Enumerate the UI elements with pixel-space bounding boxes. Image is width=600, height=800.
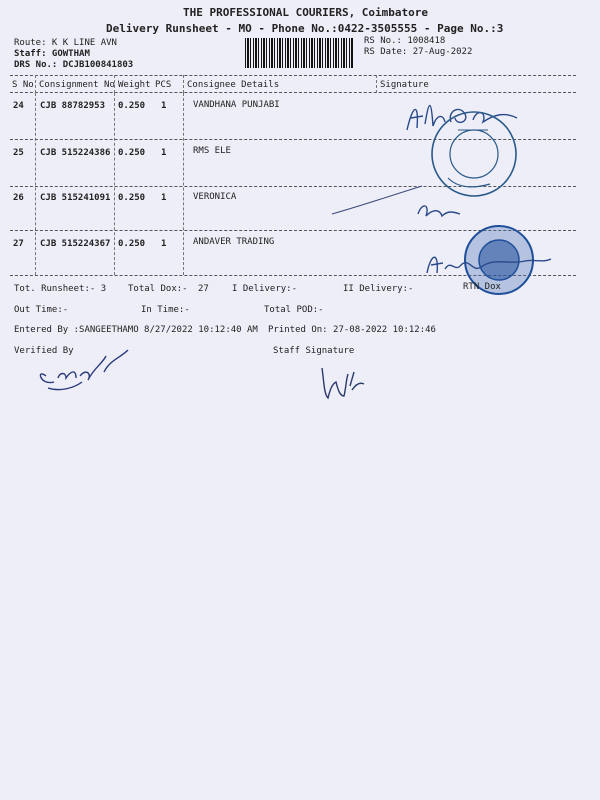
route-label: Route: K K LINE AVN: [14, 38, 117, 48]
staff-signature-label: Staff Signature: [273, 346, 355, 356]
col-header-signature: Signature: [380, 80, 429, 90]
drs-number: DRS No.: DCJB100841803: [14, 60, 134, 70]
staff-signature: [318, 362, 378, 406]
delivery-signature-27: [425, 243, 555, 287]
row-consignee: ANDAVER TRADING: [193, 237, 275, 247]
row-consignment: CJB 88782953: [40, 101, 106, 111]
row-consignee: VANDHANA PUNJABI: [193, 100, 280, 110]
row-weight: 0.250: [118, 193, 146, 203]
total-pod: Total POD:-: [264, 305, 324, 315]
i-delivery: I Delivery:-: [232, 284, 298, 294]
row-weight: 0.250: [118, 239, 146, 249]
ii-delivery: II Delivery:-: [343, 284, 414, 294]
col-header-pcs: PCS: [155, 80, 172, 90]
printed-on: Printed On: 27-08-2022 10:12:46: [268, 325, 436, 335]
runsheet-subtitle: Delivery Runsheet - MO - Phone No.:0422-3505555 - Page No.:3: [106, 22, 504, 35]
table-top-rule: [10, 75, 576, 76]
row-consignee: VERONICA: [193, 192, 237, 202]
row-pcs: 1: [161, 148, 167, 158]
in-time: In Time:-: [141, 305, 190, 315]
row-sno: 26: [13, 193, 24, 203]
delivery-signature-26: [330, 180, 470, 234]
col-header-weight: Weight: [118, 80, 151, 90]
rtn-dox: RTN Dox: [463, 282, 501, 292]
row-sno: 25: [13, 148, 24, 158]
col-divider: [114, 93, 115, 275]
col-header-consignee: Consignee Details: [187, 80, 280, 90]
col-divider: [35, 93, 36, 275]
total-dox-value: 27: [198, 284, 209, 294]
verified-by-label: Verified By: [14, 346, 74, 356]
col-divider: [35, 75, 36, 93]
rs-date: RS Date: 27-Aug-2022: [364, 47, 473, 57]
rs-number: RS No.: 1008418: [364, 36, 446, 46]
row-pcs: 1: [161, 239, 167, 249]
col-divider: [376, 75, 377, 93]
row-consignment: CJB 515241091: [40, 193, 111, 203]
row-pcs: 1: [161, 101, 167, 111]
row-consignee: RMS ELE: [193, 146, 231, 156]
col-divider: [183, 75, 184, 93]
total-dox-label: Total Dox:-: [128, 284, 188, 294]
company-name: THE PROFESSIONAL COURIERS, Coimbatore: [183, 6, 429, 19]
out-time: Out Time:-: [14, 305, 69, 315]
row-sno: 24: [13, 101, 24, 111]
row-weight: 0.250: [118, 148, 146, 158]
row-weight: 0.250: [118, 101, 146, 111]
staff-label: Staff: GOWTHAM: [14, 49, 90, 59]
barcode: [245, 38, 353, 68]
row-consignment: CJB 515224386: [40, 148, 111, 158]
col-header-sno: S No: [12, 80, 34, 90]
total-runsheet: Tot. Runsheet:- 3: [14, 284, 107, 294]
row-pcs: 1: [161, 193, 167, 203]
col-header-consignment: Consignment No: [39, 80, 115, 90]
col-divider: [183, 93, 184, 275]
verifier-signature: [30, 338, 140, 402]
entered-by: Entered By :SANGEETHAMO 8/27/2022 10:12:40 AM: [14, 325, 258, 335]
row-consignment: CJB 515224367: [40, 239, 111, 249]
row-sno: 27: [13, 239, 24, 249]
